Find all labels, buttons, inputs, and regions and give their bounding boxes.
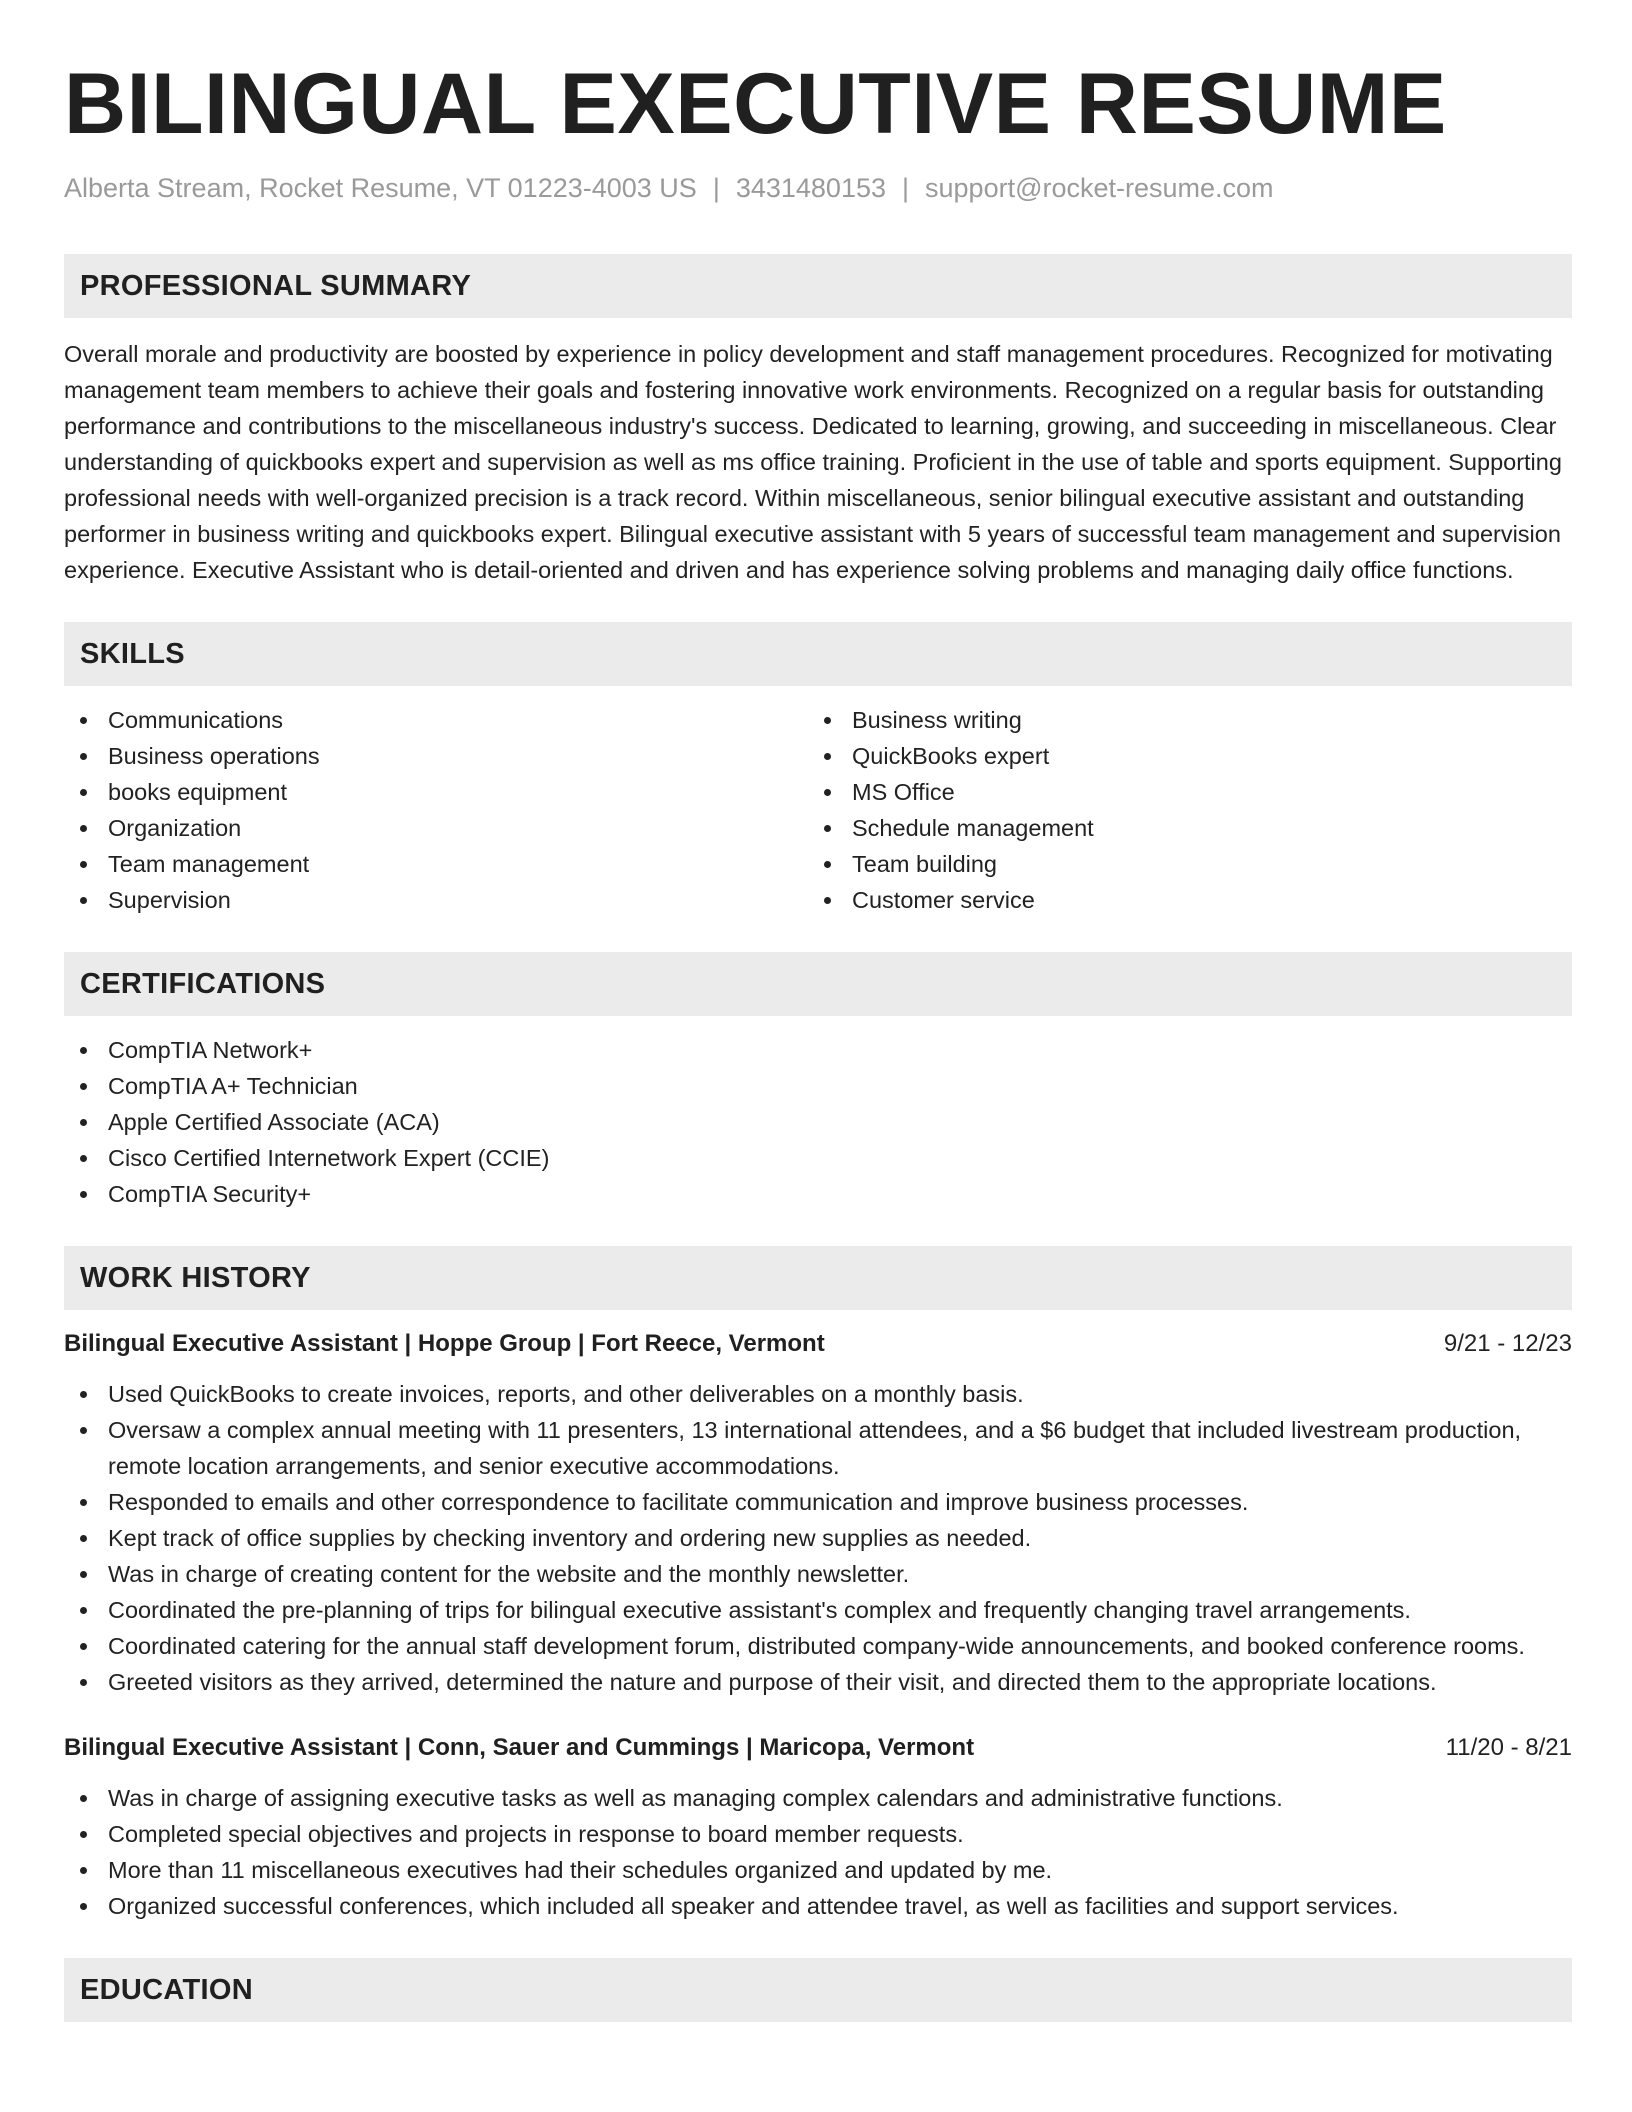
section-heading-work-history: WORK HISTORY [64, 1246, 1572, 1310]
certification-item: CompTIA Security+ [64, 1176, 1572, 1212]
job-entry [64, 1730, 1572, 1924]
contact-email: support@rocket-resume.com [925, 173, 1274, 203]
section-heading-skills: SKILLS [64, 622, 1572, 686]
section-heading-certifications: CERTIFICATIONS [64, 952, 1572, 1016]
certification-item: CompTIA Network+ [64, 1032, 1572, 1068]
skill-item: MS Office [808, 774, 1552, 810]
job-bullet-list [64, 1780, 1572, 1924]
skill-item: Team management [64, 846, 808, 882]
skill-item: Organization [64, 810, 808, 846]
job-bullet: Coordinated catering for the annual staff development forum, distributed company-wide announcements, and booked conference rooms. [64, 1628, 1572, 1664]
job-title: Bilingual Executive Assistant | Conn, Sauer and Cummings | Maricopa, Vermont [64, 1734, 975, 1761]
section-heading-education: EDUCATION [64, 1958, 1572, 2022]
certification-item: CompTIA A+ Technician [64, 1068, 1572, 1104]
job-bullet: Was in charge of creating content for the website and the monthly newsletter. [64, 1556, 1572, 1592]
summary-text: Overall morale and productivity are boosted by experience in policy development and staff management procedures. Recognized for motivating management team members to achieve their goals and fostering innovative work environments. Recognized on a regular basis for outstanding performance and contributions to the miscellaneous industry's success. Dedicated to learning, growing, and succeeding in miscellaneous. Clear understanding of quickbooks expert and supervision as well as ms office training. Proficient in the use of table and sports equipment. Supporting professional needs with well-organized precision is a track record. Within miscellaneous, senior bilingual executive assistant and outstanding performer in business writing and quickbooks expert. Bilingual executive assistant with 5 years of successful team management and supervision experience. Executive Assistant who is detail-oriented and driven and has experience solving problems and managing daily office functions. [64, 341, 1562, 583]
skill-item: Business operations [64, 738, 808, 774]
skill-item: Business writing [808, 702, 1552, 738]
skill-item: Supervision [64, 882, 808, 918]
skill-item: QuickBooks expert [808, 738, 1552, 774]
skill-item: books equipment [64, 774, 808, 810]
skill-item: Schedule management [808, 810, 1552, 846]
certification-item: Cisco Certified Internetwork Expert (CCIE) [64, 1140, 1572, 1176]
job-bullet: Greeted visitors as they arrived, determined the nature and purpose of their visit, and directed them to the appropriate locations. [64, 1664, 1572, 1700]
job-bullet-list [64, 1376, 1572, 1700]
certifications-list [64, 1032, 1572, 1212]
contact-separator: | [902, 173, 910, 203]
skills-grid [64, 702, 1572, 918]
resume-title: BILINGUAL EXECUTIVE RESUME [64, 56, 1447, 152]
job-title: Bilingual Executive Assistant | Hoppe Group | Fort Reece, Vermont [64, 1330, 825, 1357]
job-header [64, 1730, 1572, 1766]
skill-item: Communications [64, 702, 808, 738]
skill-item: Customer service [808, 882, 1552, 918]
skill-item: Team building [808, 846, 1552, 882]
contact-phone: 3431480153 [735, 173, 886, 203]
resume-page [64, 0, 1572, 2022]
job-bullet: Responded to emails and other correspondence to facilitate communication and improve business processes. [64, 1484, 1572, 1520]
skills-list-left [64, 702, 808, 918]
skills-list-right [808, 702, 1552, 918]
job-entry [64, 1326, 1572, 1700]
job-bullet: Oversaw a complex annual meeting with 11 presenters, 13 international attendees, and a $6 budget that included livestream production, remote location arrangements, and senior executive accommodations. [64, 1412, 1572, 1484]
job-bullet: Was in charge of assigning executive tasks as well as managing complex calendars and administrative functions. [64, 1780, 1572, 1816]
contact-line [64, 172, 1572, 204]
job-bullet: Coordinated the pre-planning of trips for bilingual executive assistant's complex and frequently changing travel arrangements. [64, 1592, 1572, 1628]
job-bullet: Kept track of office supplies by checking inventory and ordering new supplies as needed. [64, 1520, 1572, 1556]
contact-address: Alberta Stream, Rocket Resume, VT 01223-4003 US [64, 173, 697, 203]
contact-separator: | [712, 173, 720, 203]
job-bullet: Organized successful conferences, which included all speaker and attendee travel, as well as facilities and support services. [64, 1888, 1572, 1924]
certification-item: Apple Certified Associate (ACA) [64, 1104, 1572, 1140]
section-heading-summary: PROFESSIONAL SUMMARY [64, 254, 1572, 318]
job-dates: 9/21 - 12/23 [1443, 1330, 1572, 1357]
job-header [64, 1326, 1572, 1362]
job-bullet: Used QuickBooks to create invoices, reports, and other deliverables on a monthly basis. [64, 1376, 1572, 1412]
job-bullet: Completed special objectives and projects in response to board member requests. [64, 1816, 1572, 1852]
job-bullet: More than 11 miscellaneous executives had their schedules organized and updated by me. [64, 1852, 1572, 1888]
job-dates: 11/20 - 8/21 [1445, 1734, 1572, 1761]
